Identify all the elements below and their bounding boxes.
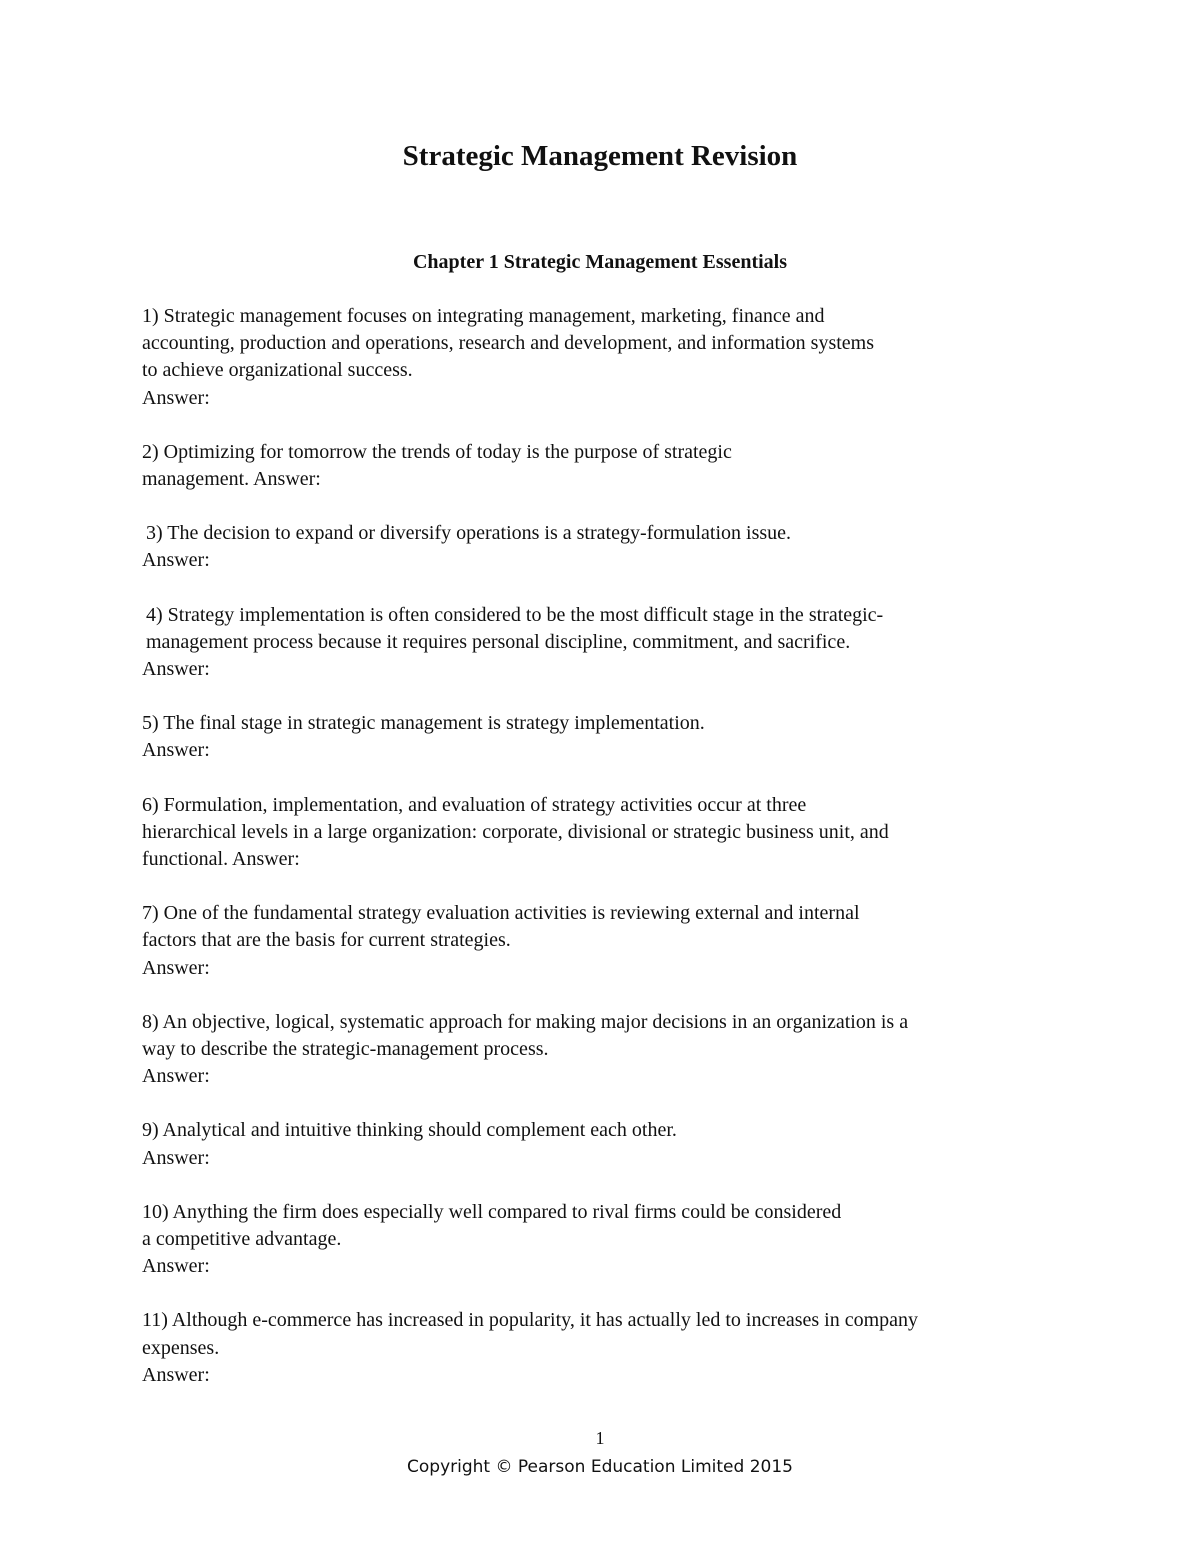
document-title: Strategic Management Revision (402, 140, 798, 172)
question-text: 3) The decision to expand or diversify operations is a strategy-formulation issue. (146, 522, 792, 545)
question-text: 1) Strategic management focuses on integrating management, marketing, finance and accounting, production and operations, research and development, and information systems to achieve organizational success. (142, 305, 875, 382)
answer-label: Answer: (142, 956, 210, 979)
answer-label: Answer: (142, 1363, 210, 1386)
question-list (142, 303, 1077, 1416)
question-item (142, 1009, 1077, 1091)
answer-label: Answer: (142, 386, 210, 409)
answer-label: Answer: (142, 1146, 210, 1169)
question-item (142, 602, 1077, 684)
answer-label: Answer: (142, 549, 210, 572)
question-text: 4) Strategy implementation is often considered to be the most difficult stage in the strategic- management process because it requires personal discipline, commitment, and sacrifice. (146, 603, 884, 653)
question-item (142, 792, 1077, 874)
question-text: 8) An objective, logical, systematic approach for making major decisions in an organization is a way to describe the strategic-management process. (142, 1010, 909, 1061)
question-text: 7) One of the fundamental strategy evaluation activities is reviewing external and internal factors that are the basis for current strategies. (142, 902, 860, 952)
question-item (142, 1117, 1077, 1171)
question-text: 5) The final stage in strategic management is strategy implementation. (142, 712, 705, 735)
question-text: 2) Optimizing for tomorrow the trends of today is the purpose of strategic management. (142, 440, 732, 491)
question-item (142, 900, 1077, 982)
answer-label: Answer: (142, 1255, 210, 1278)
chapter-heading: Chapter 1 Strategic Management Essentials (412, 251, 788, 273)
question-text: 9) Analytical and intuitive thinking should complement each other. (142, 1119, 677, 1142)
page-number: 1 (595, 1428, 605, 1448)
question-item (142, 520, 1077, 574)
answer-label: Answer: (142, 739, 210, 762)
answer-label: Answer: (253, 468, 321, 491)
answer-label: Answer: (142, 658, 210, 681)
answer-label: Answer: (142, 1065, 210, 1088)
question-item (142, 439, 1077, 493)
question-text: 10) Anything the firm does especially well compared to rival firms could be considered a competitive advantage. (142, 1200, 842, 1251)
question-item (142, 1199, 1077, 1281)
question-item (142, 1307, 1077, 1389)
question-text: 11) Although e-commerce has increased in popularity, it has actually led to increases in company expenses. (142, 1309, 919, 1359)
question-text: 6) Formulation, implementation, and evaluation of strategy activities occur at three hierarchical levels in a large organization: corporate, divisional or strategic business unit, and functional. (142, 793, 889, 871)
question-item (142, 710, 1077, 764)
copyright-notice: Copyright © Pearson Education Limited 2015 (407, 1457, 793, 1477)
answer-label: Answer: (232, 848, 300, 871)
question-item (142, 303, 1077, 412)
